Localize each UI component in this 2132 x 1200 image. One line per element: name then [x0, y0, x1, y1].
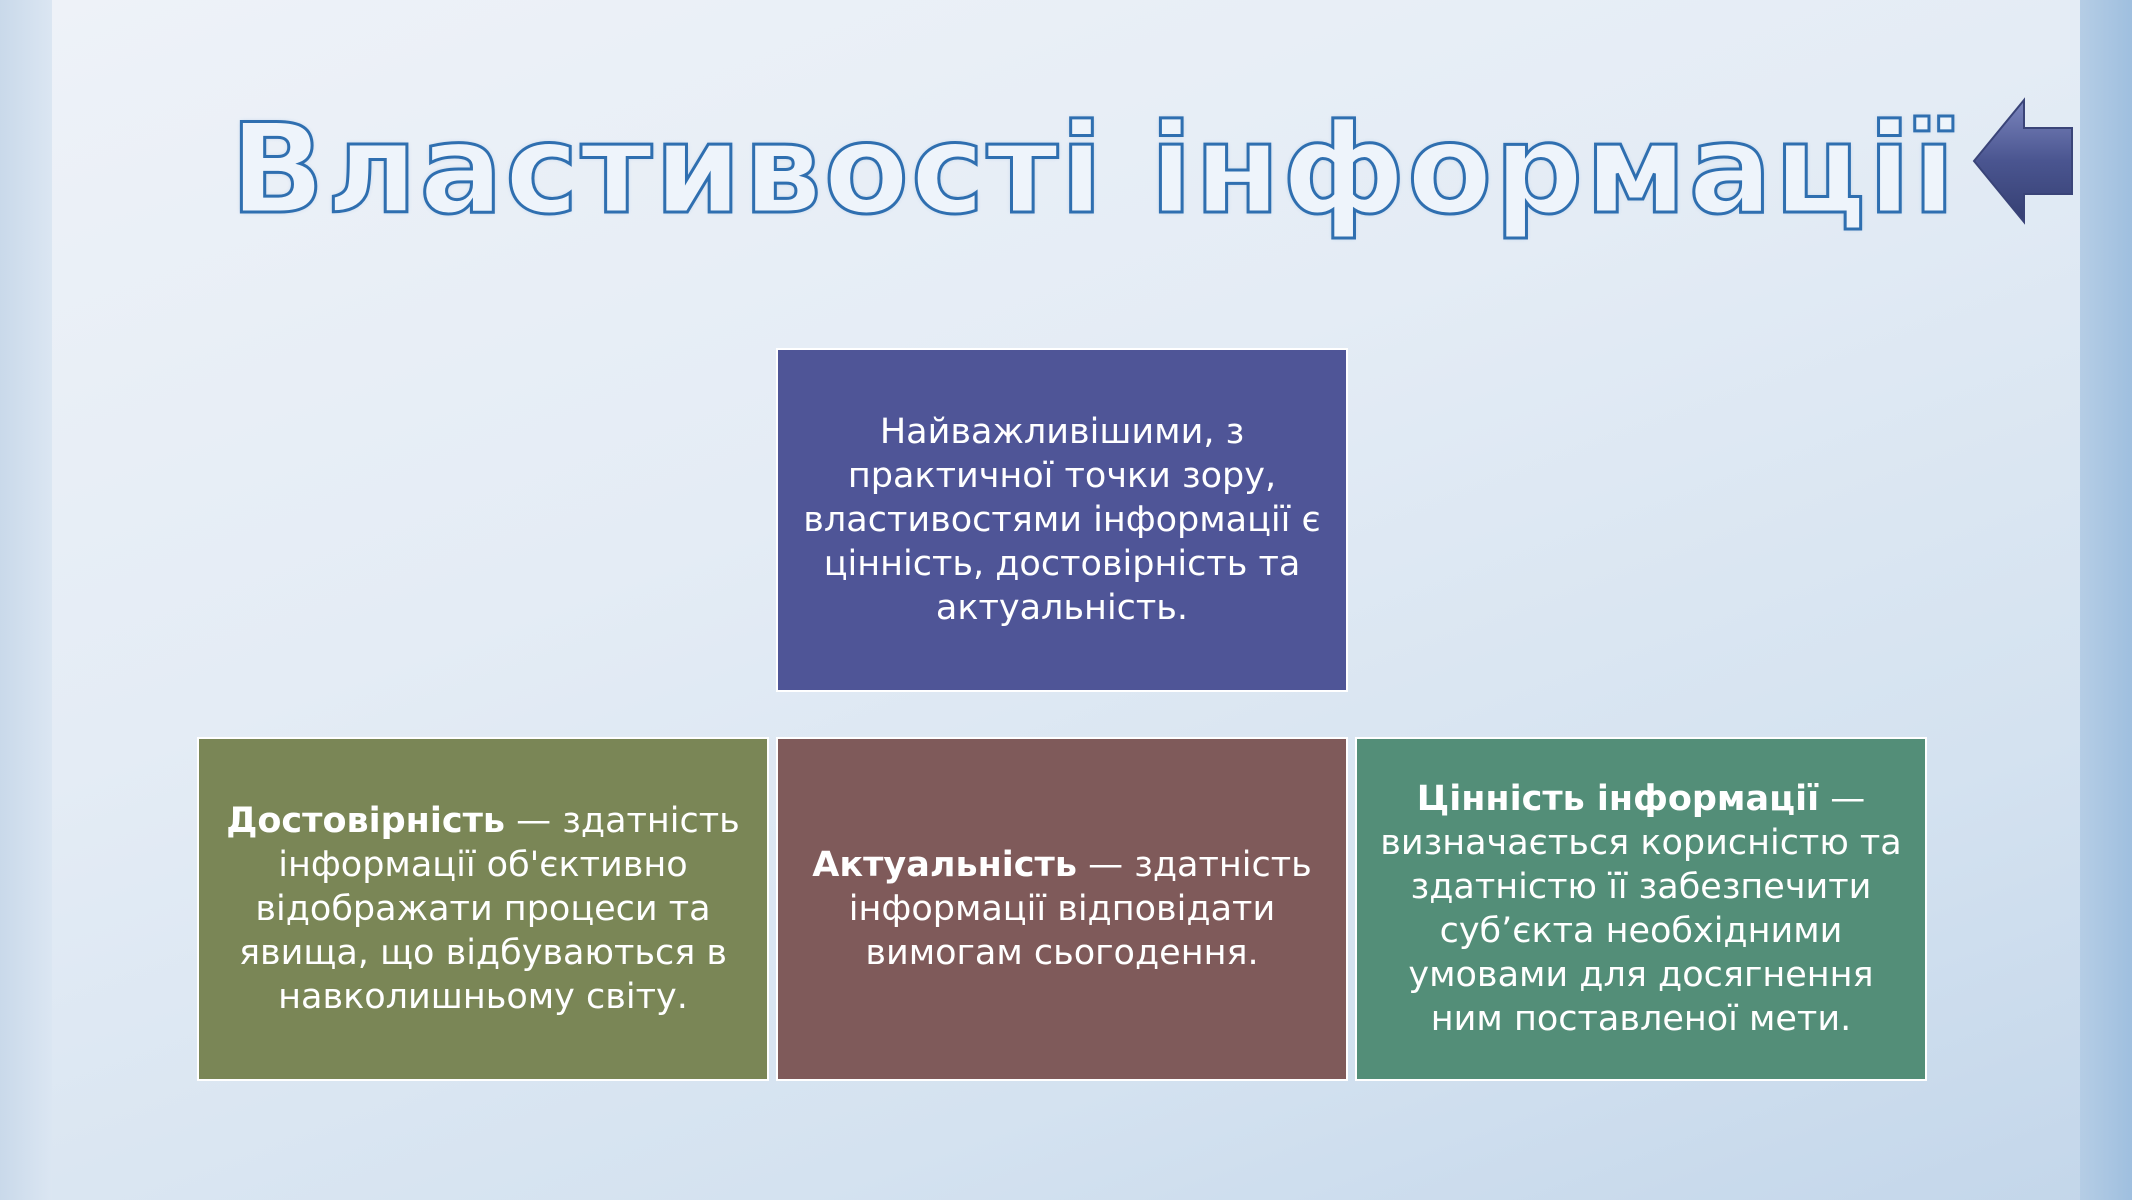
value-term: Цінність інформації	[1416, 779, 1820, 819]
relevance-paragraph	[794, 843, 1330, 975]
intro-box	[776, 348, 1348, 692]
slide-title: Властивості інформації	[230, 98, 1958, 242]
value-definition: — визначається корисністю та здатністю її забезпечити суб’єкта необхідними умовами для досягнення ним поставленої мети.	[1380, 779, 1902, 1039]
relevance-definition: — здатність інформації відповідати вимогам сьогодення.	[848, 845, 1312, 973]
reliability-paragraph	[215, 799, 751, 1019]
value-box	[1355, 737, 1927, 1081]
intro-text: Найважливішими, з практичної точки зору, властивостями інформації є цінність, достовірність та актуальність.	[803, 412, 1321, 628]
left-edge-band	[0, 0, 52, 1200]
reliability-box	[197, 737, 769, 1081]
relevance-term: Актуальність	[812, 845, 1077, 885]
right-edge-band	[2080, 0, 2132, 1200]
reliability-definition: — здатність інформації об'єктивно відображати процеси та явища, що відбуваються в навколишньому світу.	[238, 801, 740, 1017]
relevance-box	[776, 737, 1348, 1081]
left-arrow-icon[interactable]	[1970, 96, 2076, 226]
reliability-term: Достовірність	[226, 801, 506, 841]
value-paragraph	[1373, 777, 1909, 1041]
